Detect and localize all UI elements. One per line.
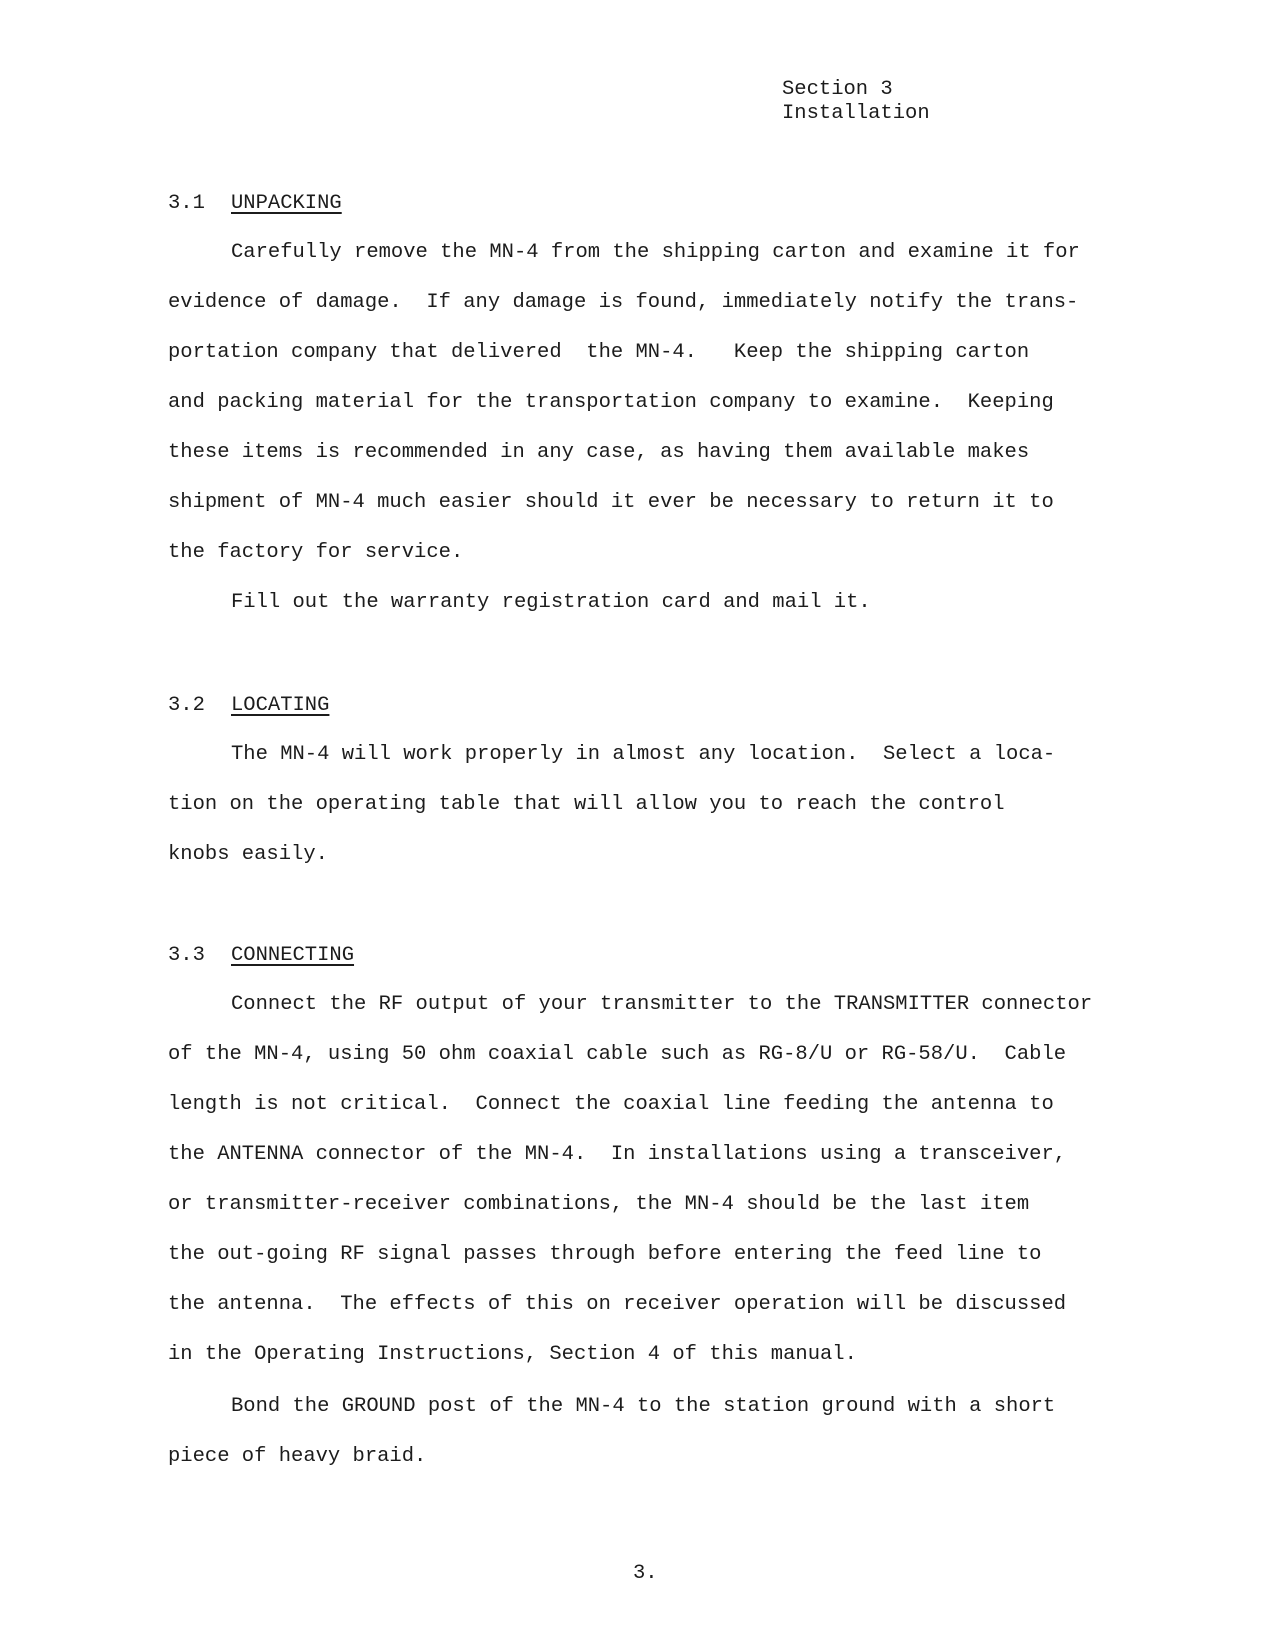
section-title: UNPACKING (231, 192, 342, 215)
text-line: evidence of damage. If any damage is found, immediately notify the trans- (168, 291, 1079, 314)
text-line: Carefully remove the MN-4 from the shipping carton and examine it for (231, 241, 1080, 264)
text-line: length is not critical. Connect the coaxial line feeding the antenna to (168, 1093, 1054, 1116)
text-line: of the MN-4, using 50 ohm coaxial cable such as RG-8/U or RG-58/U. Cable (168, 1043, 1067, 1066)
section-heading-unpacking (168, 192, 342, 215)
section-heading-locating (168, 694, 329, 717)
text-line: shipment of MN-4 much easier should it ever be necessary to return it to (168, 491, 1054, 514)
section-number: 3.3 (168, 944, 205, 967)
header-title: Installation (782, 102, 930, 125)
section-title: LOCATING (231, 694, 330, 717)
page-number: 3. (633, 1562, 658, 1585)
text-line: piece of heavy braid. (168, 1445, 427, 1468)
paragraph-locating (168, 730, 1108, 880)
text-line: and packing material for the transportation company to examine. Keeping (168, 391, 1054, 414)
text-line: or transmitter-receiver combinations, the MN-4 should be the last item (168, 1193, 1030, 1216)
paragraph-connecting-2 (168, 1382, 1108, 1482)
page-header (782, 78, 930, 126)
paragraph-connecting-1 (168, 980, 1108, 1380)
text-line: Connect the RF output of your transmitter to the TRANSMITTER connector (231, 993, 1093, 1016)
text-line: the antenna. The effects of this on receiver operation will be discussed (168, 1293, 1067, 1316)
section-heading-connecting (168, 944, 354, 967)
paragraph-unpacking-1 (168, 228, 1108, 578)
section-number: 3.2 (168, 694, 205, 717)
text-line: the out-going RF signal passes through before entering the feed line to (168, 1243, 1042, 1266)
header-section: Section 3 (782, 78, 893, 101)
text-line: in the Operating Instructions, Section 4 of this manual. (168, 1343, 857, 1366)
text-line: Bond the GROUND post of the MN-4 to the station ground with a short (231, 1395, 1056, 1418)
text-line: tion on the operating table that will allow you to reach the control (168, 793, 1005, 816)
section-title: CONNECTING (231, 944, 355, 967)
text-line: knobs easily. (168, 843, 328, 866)
text-line: The MN-4 will work properly in almost any location. Select a loca- (231, 743, 1056, 766)
paragraph-unpacking-2 (168, 578, 1108, 628)
text-line: the factory for service. (168, 541, 464, 564)
section-number: 3.1 (168, 192, 205, 215)
text-line: the ANTENNA connector of the MN-4. In installations using a transceiver, (168, 1143, 1067, 1166)
text-line: these items is recommended in any case, as having them available makes (168, 441, 1030, 464)
text-line: Fill out the warranty registration card and mail it. (231, 591, 871, 614)
text-line: portation company that delivered the MN-4. Keep the shipping carton (168, 341, 1030, 364)
